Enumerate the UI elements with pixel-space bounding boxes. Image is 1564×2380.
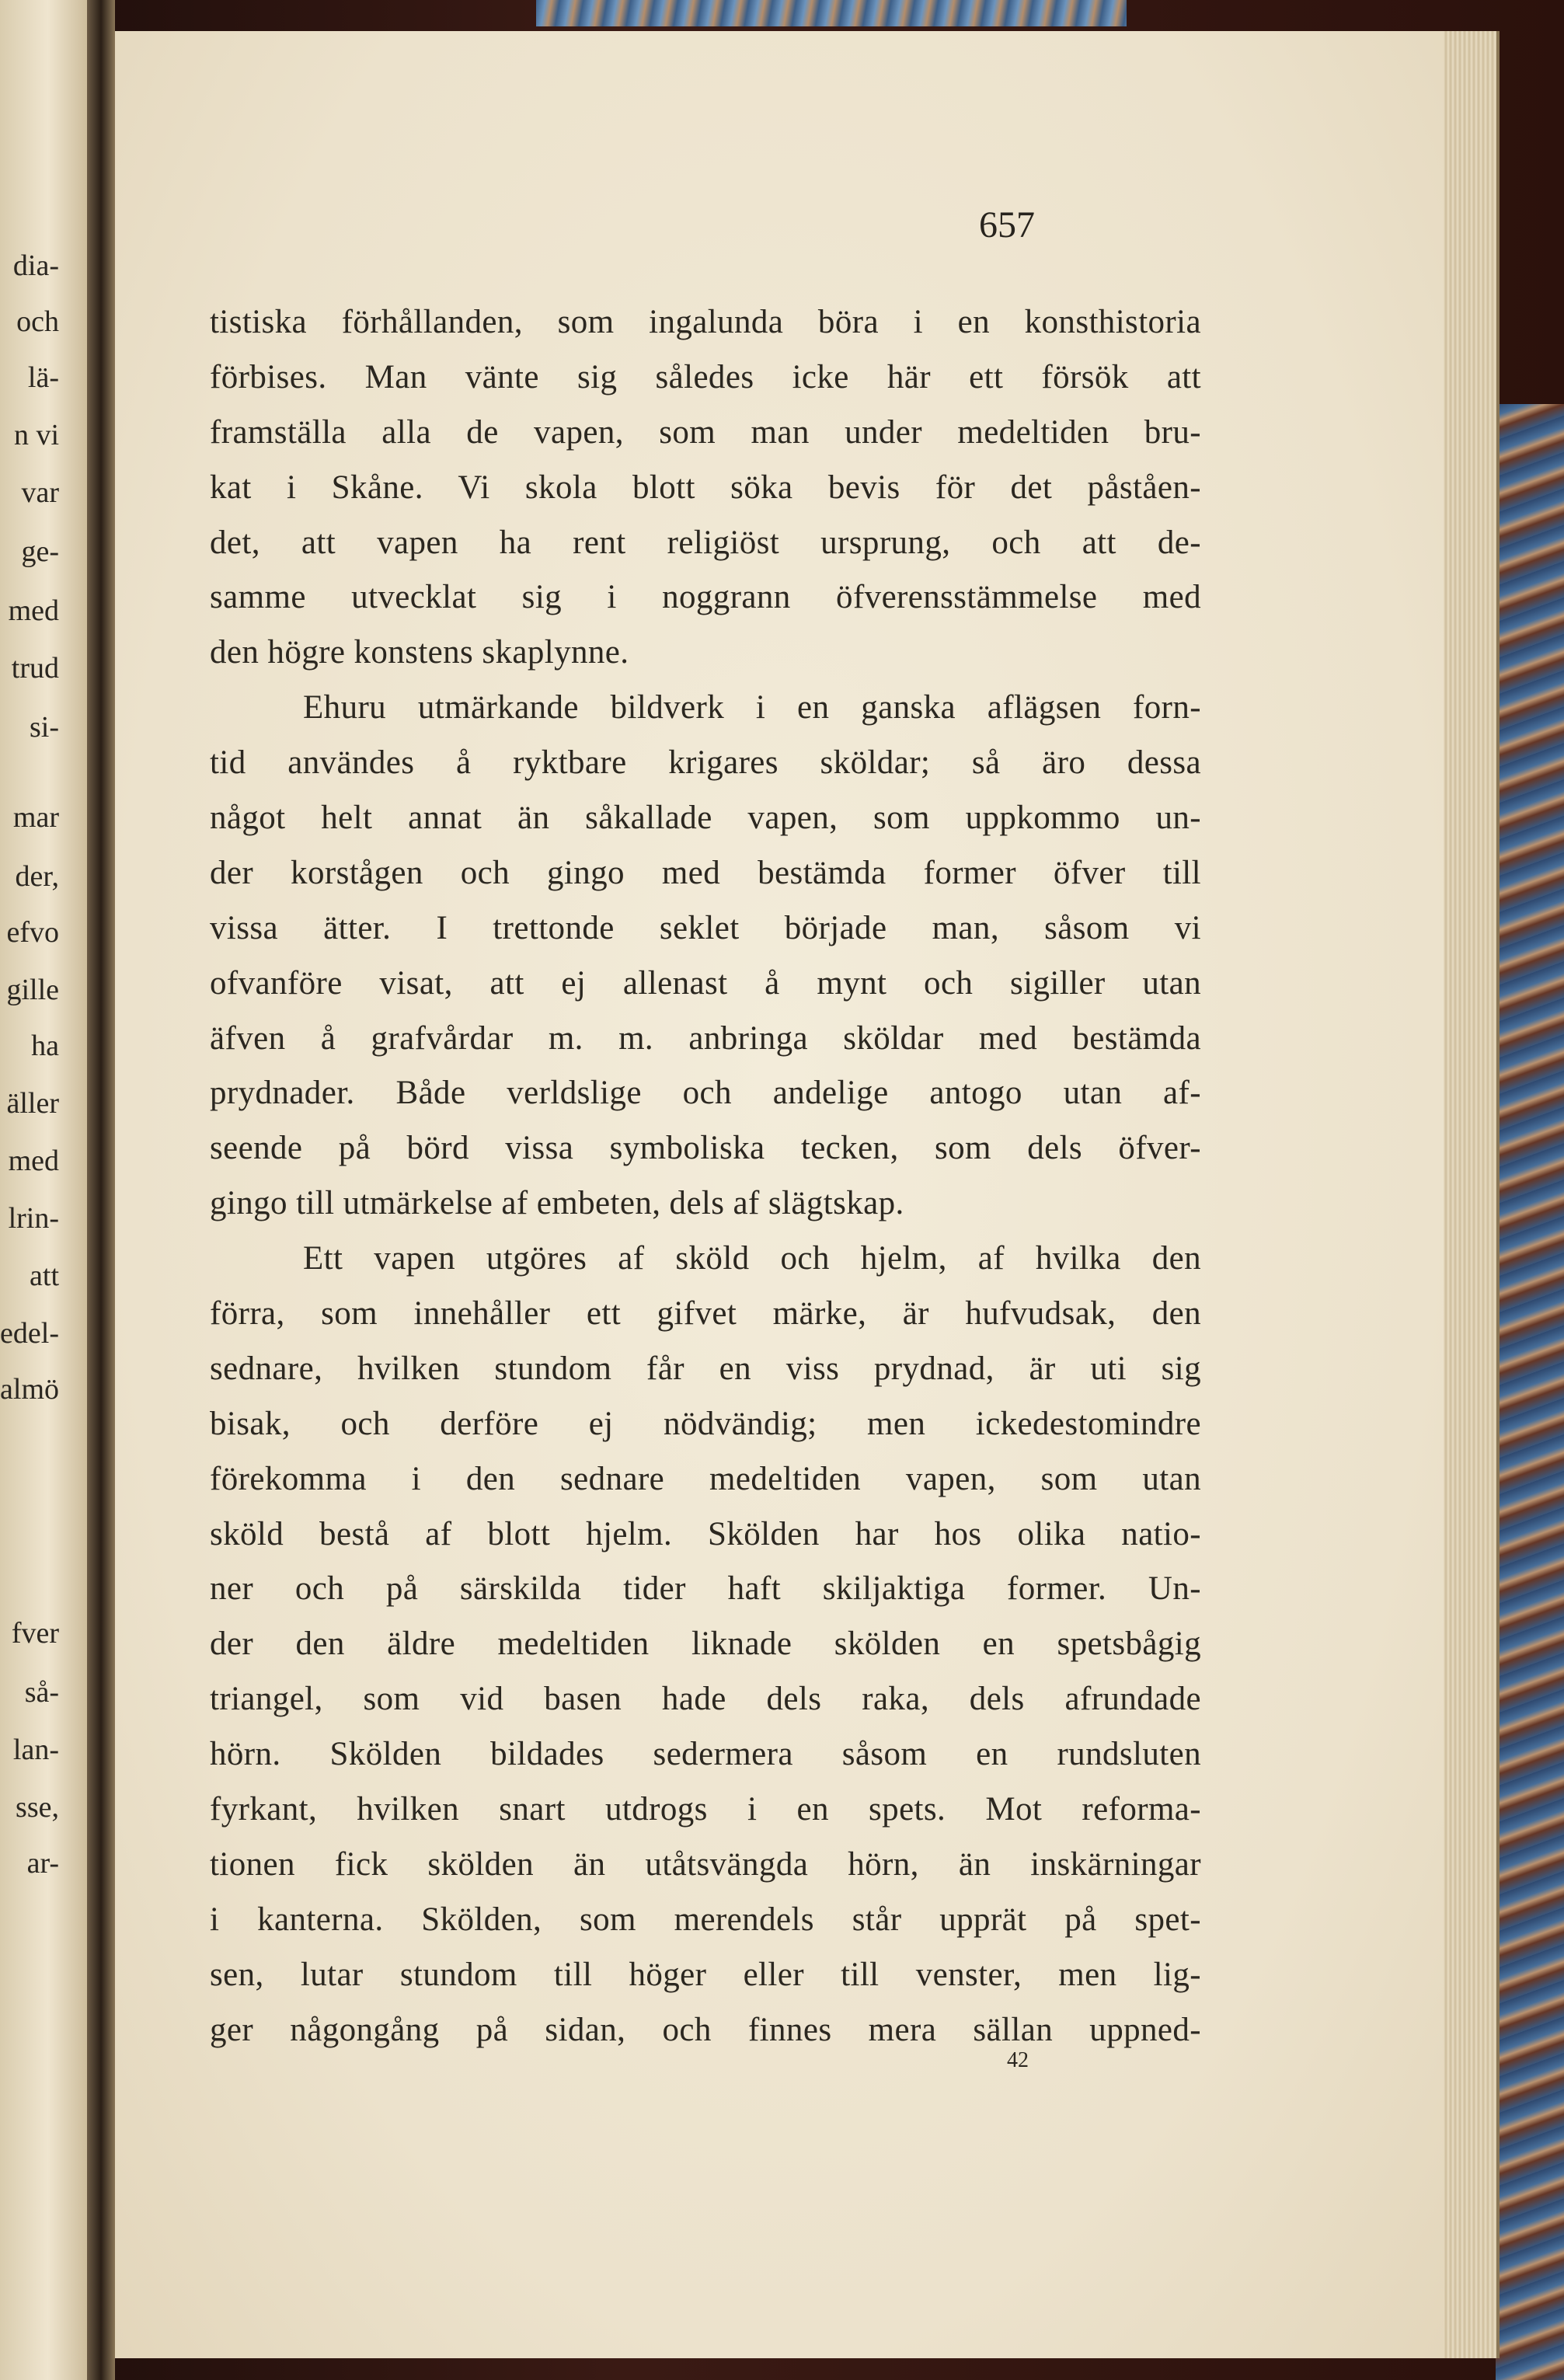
left-page-fragment: der, <box>15 860 59 893</box>
text-line: sen, lutar stundom till höger eller till venster, men lig- <box>210 1956 1201 1993</box>
left-page-fragment: lan- <box>12 1734 59 1766</box>
text-line: Ett vapen utgöres af sköld och hjelm, af hvilka den <box>303 1240 1201 1277</box>
text-line: seende på börd vissa symboliska tecken, som dels öfver- <box>210 1130 1201 1167</box>
left-page-fragment: gille <box>6 974 59 1006</box>
text-line: ofvanföre visat, att ej allenast å mynt och sigiller utan <box>210 964 1201 1002</box>
text-line: sköld bestå af blott hjelm. Skölden har hos olika natio- <box>210 1515 1201 1552</box>
book-gutter <box>87 0 115 2380</box>
left-page-fragment: lrin- <box>8 1202 59 1235</box>
body-text <box>210 295 1201 2058</box>
text-line: förra, som innehåller ett gifvet märke, är hufvudsak, den <box>210 1295 1201 1333</box>
text-line: den högre konstens skaplynne. <box>210 634 629 671</box>
text-line: förekomma i den sednare medeltiden vapen, som utan <box>210 1460 1201 1497</box>
left-page-fragment: fver <box>11 1617 59 1650</box>
text-line: hörn. Skölden bildades sedermera såsom en rundsluten <box>210 1736 1201 1773</box>
text-line: i kanterna. Skölden, som merendels står upprät på spet- <box>210 1901 1201 1938</box>
text-line: gingo till utmärkelse af embeten, dels af slägtskap. <box>210 1185 904 1222</box>
left-page-fragment: n vi <box>13 419 59 451</box>
left-page-fragment: med <box>8 1145 59 1177</box>
left-page-fragment: si- <box>30 711 59 744</box>
text-line: prydnader. Både verldslige och andelige antogo utan af- <box>210 1075 1201 1112</box>
text-line: vissa ätter. I trettonde seklet började man, såsom vi <box>210 909 1201 946</box>
left-page-fragment: mar <box>12 801 59 834</box>
text-line: der korstågen och gingo med bestämda former öfver till <box>210 854 1201 891</box>
left-page-fragment: efvo <box>6 916 59 949</box>
left-page-fragment: var <box>21 476 59 509</box>
text-line: tionen fick skölden än utåtsvängda hörn, än inskärningar <box>210 1845 1201 1883</box>
left-page-fragment: ar- <box>26 1847 59 1880</box>
text-line: framställa alla de vapen, som man under medeltiden bru- <box>210 413 1201 451</box>
text-line: det, att vapen ha rent religiöst ursprung, och att de- <box>210 524 1201 561</box>
text-line: der den äldre medeltiden liknade skölden en spetsbågig <box>210 1626 1201 1663</box>
left-page-fragment: trud <box>11 652 59 685</box>
left-page-fragment: så- <box>24 1676 59 1709</box>
text-line: tid användes å ryktbare krigares sköldar; så äro dessa <box>210 744 1201 782</box>
left-page-fragment: och <box>16 305 59 338</box>
text-line: kat i Skåne. Vi skola blott söka bevis för det påståen- <box>210 469 1201 506</box>
left-page-fragment: edel- <box>0 1317 59 1350</box>
text-line: något helt annat än såkallade vapen, som uppkommo un- <box>210 800 1201 837</box>
left-page-fragment: dia- <box>12 249 59 282</box>
text-line: tistiska förhållanden, som ingalunda böra i en konsthistoria <box>210 304 1201 340</box>
marbled-endpaper-top <box>536 0 1127 26</box>
page-edges <box>1444 31 1500 2358</box>
left-page-fragment: äller <box>6 1087 59 1120</box>
text-line: ger någongång på sidan, och finnes mera sällan uppned- <box>210 2011 1201 2048</box>
left-page-fragment: almö <box>0 1373 59 1406</box>
left-page-fragment: ha <box>31 1030 59 1062</box>
text-line: bisak, och derföre ej nödvändig; men ickedestomindre <box>210 1405 1201 1442</box>
signature-mark: 42 <box>1007 2048 1029 2072</box>
marbled-endpaper <box>1496 404 1564 2380</box>
text-line: triangel, som vid basen hade dels raka, dels afrundade <box>210 1681 1201 1718</box>
left-page-fragment: sse, <box>16 1791 59 1824</box>
text-line: samme utvecklat sig i noggrann öfverensstämmelse med <box>210 579 1201 616</box>
left-page-fragment: att <box>30 1260 59 1292</box>
text-line: äfven å grafvårdar m. m. anbringa sköldar med bestämda <box>210 1019 1201 1057</box>
text-line: ner och på särskilda tider haft skiljaktiga former. Un- <box>210 1570 1201 1608</box>
text-line: sednare, hvilken stundom får en viss prydnad, är uti sig <box>210 1350 1201 1387</box>
left-page-fragment: med <box>8 594 59 627</box>
text-line: fyrkant, hvilken snart utdrogs i en spets. Mot reforma- <box>210 1791 1201 1828</box>
left-facing-page <box>0 0 87 2380</box>
text-line: förbises. Man vänte sig således icke här ett försök att <box>210 358 1201 396</box>
left-page-fragment: ge- <box>21 535 59 568</box>
text-line: Ehuru utmärkande bildverk i en ganska aflägsen forn- <box>303 689 1201 727</box>
page-number: 657 <box>979 204 1035 246</box>
left-page-fragment: lä- <box>27 361 59 394</box>
